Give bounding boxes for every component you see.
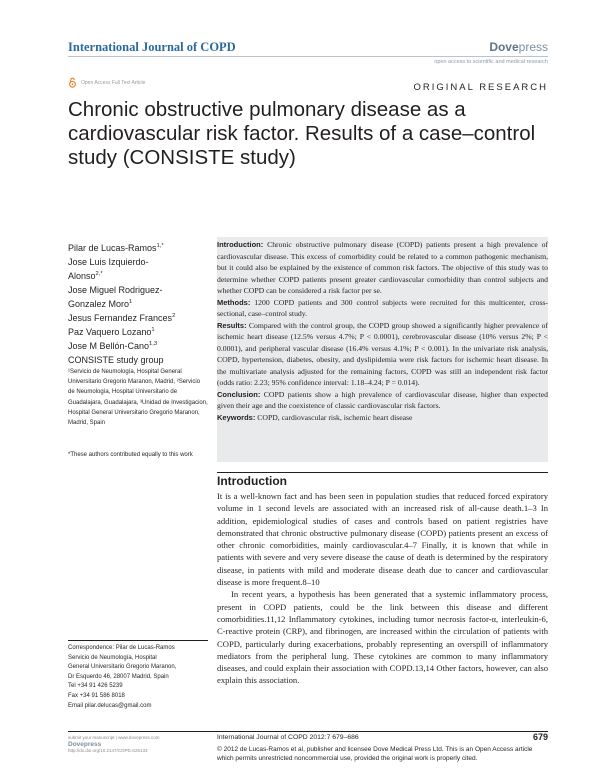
publisher-logo — [434, 40, 548, 65]
page-number: 679 — [532, 732, 548, 742]
publisher-dove: Dove — [489, 40, 519, 54]
open-access-icon — [68, 77, 77, 88]
abstract-keywords: Keywords: COPD, cardiovascular risk, ischemic heart disease — [217, 412, 413, 422]
author: Jose Luis Izquierdo- — [68, 257, 149, 267]
author: Jose M Bellón-Cano$^{1,3}$ — [68, 341, 158, 351]
journal-name: International Journal of COPD — [68, 40, 236, 54]
article-title: Chronic obstructive pulmonary disease as a cardiovascular risk factor. Results of a case–control study (CONSISTE study) — [68, 98, 536, 169]
author-list — [68, 241, 208, 367]
author: Gonzalez Moro$^1$ — [68, 299, 133, 309]
correspondence-email[interactable]: Email pilar.delucas@gmail.com — [68, 702, 152, 709]
doi-link[interactable]: http://dx.doi.org/10.2147/COPD.S26133 — [68, 748, 148, 753]
submit-link[interactable]: submit your manuscript | www.dovepress.com — [68, 735, 160, 740]
section-rule — [217, 472, 548, 473]
license-notice: © 2012 de Lucas-Ramos et al, publisher and licensee Dove Medical Press Ltd. This is an Open Access article which permits unrestricted noncommercial use, provided the original work is properly cited. — [217, 746, 533, 762]
footer-left — [68, 735, 208, 755]
abstract-results: Results: Compared with the control group, the COPD group showed a significantly higher prevalence of ischemic heart disease (12.5% versus 4.7%; P < 0.0001), cerebrovascular disease (10% versus 2%; P < 0.0001), and peripheral vascular disease (16.4% versus 4.1%; P < 0.001). In the univariate risk analysis, COPD, hypertension, diabetes, obesity, and dyslipidemia were risk factors for ischemic heart disease. In the multivariate analysis adjusted for the remaining factors, COPD was still an independent risk factor (odds ratio: 2.23; 95% confidence interval: 1.18–4.24; P = 0.014). — [217, 320, 548, 387]
author: Pilar de Lucas-Ramos$^{1,*}$ — [68, 243, 164, 253]
correspondence-rule — [68, 640, 208, 641]
author: CONSISTE study group — [68, 355, 164, 365]
publisher-press: press — [518, 40, 548, 54]
open-access-text: Open Access Full Text Article — [81, 79, 146, 86]
open-access-badge — [68, 77, 145, 88]
footer-rule — [68, 731, 548, 732]
author: Jesus Fernandez Frances$^2$ — [68, 313, 176, 323]
article-type: ORIGINAL RESEARCH — [413, 82, 548, 93]
affiliations: ¹Servicio de Neumología, Hospital General Universitario Gregorio Maranon, Madrid, ²Servicio de Neumología, Hospital Universitario de Guadalajara, Guadalajara, ³Unidad de Investigacion, Hospital General Universitario Gregorio Maranon, Madrid, Spain — [68, 369, 208, 427]
introduction-heading: Introduction — [217, 474, 287, 488]
footer-dove-logo: Dovepress — [68, 740, 102, 748]
equal-contribution-note: *These authors contributed equally to this work — [68, 452, 193, 458]
correspondence: Correspondence: Pilar de Lucas-Ramos Servicio de Neumología, Hospital General Universitario Gregorio Maranon, Dr Esquerdo 46, 28007 Madrid, Spain Tel +34 91 426 5239 Fax +34 91 586 8018 Email pilar.delucas@gmail.com — [68, 644, 208, 711]
author: Paz Vaquero Lozano$^1$ — [68, 327, 155, 337]
abstract-methods: Methods: 1200 COPD patients and 300 control subjects were recruited for this multicenter, cross-sectional, case–control study. — [217, 297, 548, 318]
publisher-tagline: open access to scientific and medical research — [434, 59, 548, 65]
author: Jose Miguel Rodriguez- — [68, 285, 163, 295]
introduction-body — [217, 490, 548, 687]
header-rule — [68, 56, 548, 57]
author: Alonso$^{2,*}$ — [68, 271, 103, 281]
abstract-introduction: Introduction: Chronic obstructive pulmonary disease (COPD) patients present a high prevalence of cardiovascular disease. This excess of comorbidity could be related to a common pathogenic mechanism, but it could also be explained by the existence of common risk factors. The objective of this study was to determine whether COPD patients present greater cardiovascular comorbidity than control subjects and whether COPD can be considered a risk factor per se. — [217, 240, 549, 295]
introduction-paragraph-2: In recent years, a hypothesis has been generated that a systemic inflammatory process, present in COPD patients, could be the link between this disease and different comorbidities.11,12 Inflammatory cytokines, including tumor necrosis factor-α, interleukin-6, C-reactive protein (CRP), and fibrinogen, are increased within the circulation of patients with COPD, particularly during exacerbations, probably representing an overspill of inflammatory mediators from the peripheral lung. These cytokines are common to many inflammatory diseases, and could explain their association with COPD.13,14 Other factors, however, can also explain this association. — [217, 589, 548, 686]
footer-citation: International Journal of COPD 2012:7 679–686 — [217, 734, 359, 741]
abstract-conclusion: Conclusion: COPD patients show a high prevalence of cardiovascular disease, higher than expected given their age and the coexistence of classic cardiovascular risk factors. — [217, 389, 548, 410]
abstract — [217, 239, 548, 423]
introduction-paragraph-1: It is a well-known fact and has been seen in population studies that reduced forced expiratory volume in 1 second levels are associated with an increased risk of all-cause death.1–3 In addition, epidemiological studies of cases and controls based on patient registries have demonstrated that chronic obstructive pulmonary disease (COPD) patients present an excess of other chronic comorbidities, mainly cardiovascular.4–7 Finally, it is known that while in patients with severe and very severe disease the cause of death is determined by the respiratory disease, in patients with mild and moderate disease death due to cancer and cardiovascular disease is more frequent.8–10 — [217, 491, 548, 588]
